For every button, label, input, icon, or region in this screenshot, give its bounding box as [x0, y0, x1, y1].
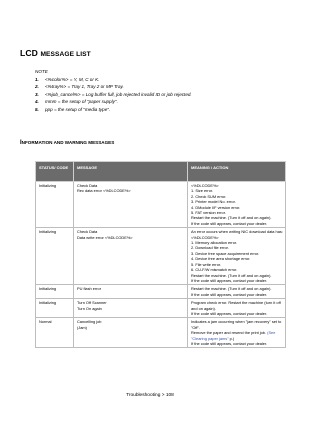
- clearing-paper-jams-link[interactable]: (See "Clearing paper jams": [191, 330, 276, 341]
- status-cell: Normal: [36, 318, 74, 348]
- message-column-header: MESSAGE: [74, 162, 188, 182]
- table-row: [36, 318, 286, 348]
- note-item: 1. <%color%> = Y, M, C or K.: [35, 76, 100, 82]
- message-cell: PU flash error: [74, 285, 188, 299]
- note-item: 4. mmm = the setup of "paper supply".: [35, 99, 118, 105]
- message-cell: Turn Off Scanner Turn On again: [74, 299, 188, 318]
- page-title: LCD MESSAGE LIST: [20, 48, 91, 58]
- page-footer: Troubleshooting > 108: [126, 393, 174, 398]
- status-cell: Initializing: [36, 299, 74, 318]
- status-column-header: STATUS/ CODE: [36, 162, 74, 182]
- note-heading: NOTE: [35, 69, 48, 74]
- meaning-column-header: MEANING / ACTION: [188, 162, 286, 182]
- table-header-row: [36, 162, 286, 182]
- note-item: 3. <%job_cancel%> = Log buffer full, job rejected invalid ID or job rejected.: [35, 91, 192, 97]
- meaning-cell: Program check error. Restart the machine (turn it off and on again). If the code still appears, contact your dealer.: [188, 299, 286, 318]
- status-cell: Initializing: [36, 228, 74, 285]
- table-row: [36, 299, 286, 318]
- meaning-cell: An error occurs when writing NIC download data has: <%DLCODE%> 1. Memory allocation error. 2. Download file error. 3. Device free space acquirement error. 4. Device free area shortage error. 5. File write error. 6. CU-F/W mismatch error. Restart the machine. (Turn it off and on again). If the code still appears, contact your dealer.: [188, 228, 286, 285]
- status-cell: Initializing: [36, 285, 74, 299]
- section-heading: INFORMATION AND WARNING MESSAGES: [20, 140, 115, 146]
- message-cell: Check Data Rec data error <%DLCODE%>: [74, 182, 188, 228]
- table-row: [36, 228, 286, 285]
- message-table: [35, 161, 286, 348]
- note-box: [35, 68, 285, 114]
- meaning-cell: Indicates a jam occurring when "jam recovery" set to "Off". Remove the paper and resend the print job. (See "Clearing paper jams" p.) If the code still appears, contact your dealer.: [188, 318, 286, 348]
- message-cell: Cancelling job (Jam): [74, 318, 188, 348]
- status-cell: Initializing: [36, 182, 74, 228]
- meaning-cell: <%DLCODE%> 1. Size error. 2. Check SUM error. 3. Printer model No. error. 4. DModule I/F version error. 5. FAT version error. Restart the machine. (Turn it off and on again). If the code still appears, contact your dealer.: [188, 182, 286, 228]
- note-item: 5. ppp = the setup of "media type".: [35, 106, 111, 112]
- meaning-cell: Restart the machine. (Turn it off and on again). If the code still appears, contact your dealer.: [188, 285, 286, 299]
- note-item: 2. <%tray%> = Tray 1, Tray 2 or MP Tray.: [35, 84, 124, 90]
- table-row: [36, 285, 286, 299]
- table-row: [36, 182, 286, 228]
- message-cell: Check Data Data write error <%DLCODE%>: [74, 228, 188, 285]
